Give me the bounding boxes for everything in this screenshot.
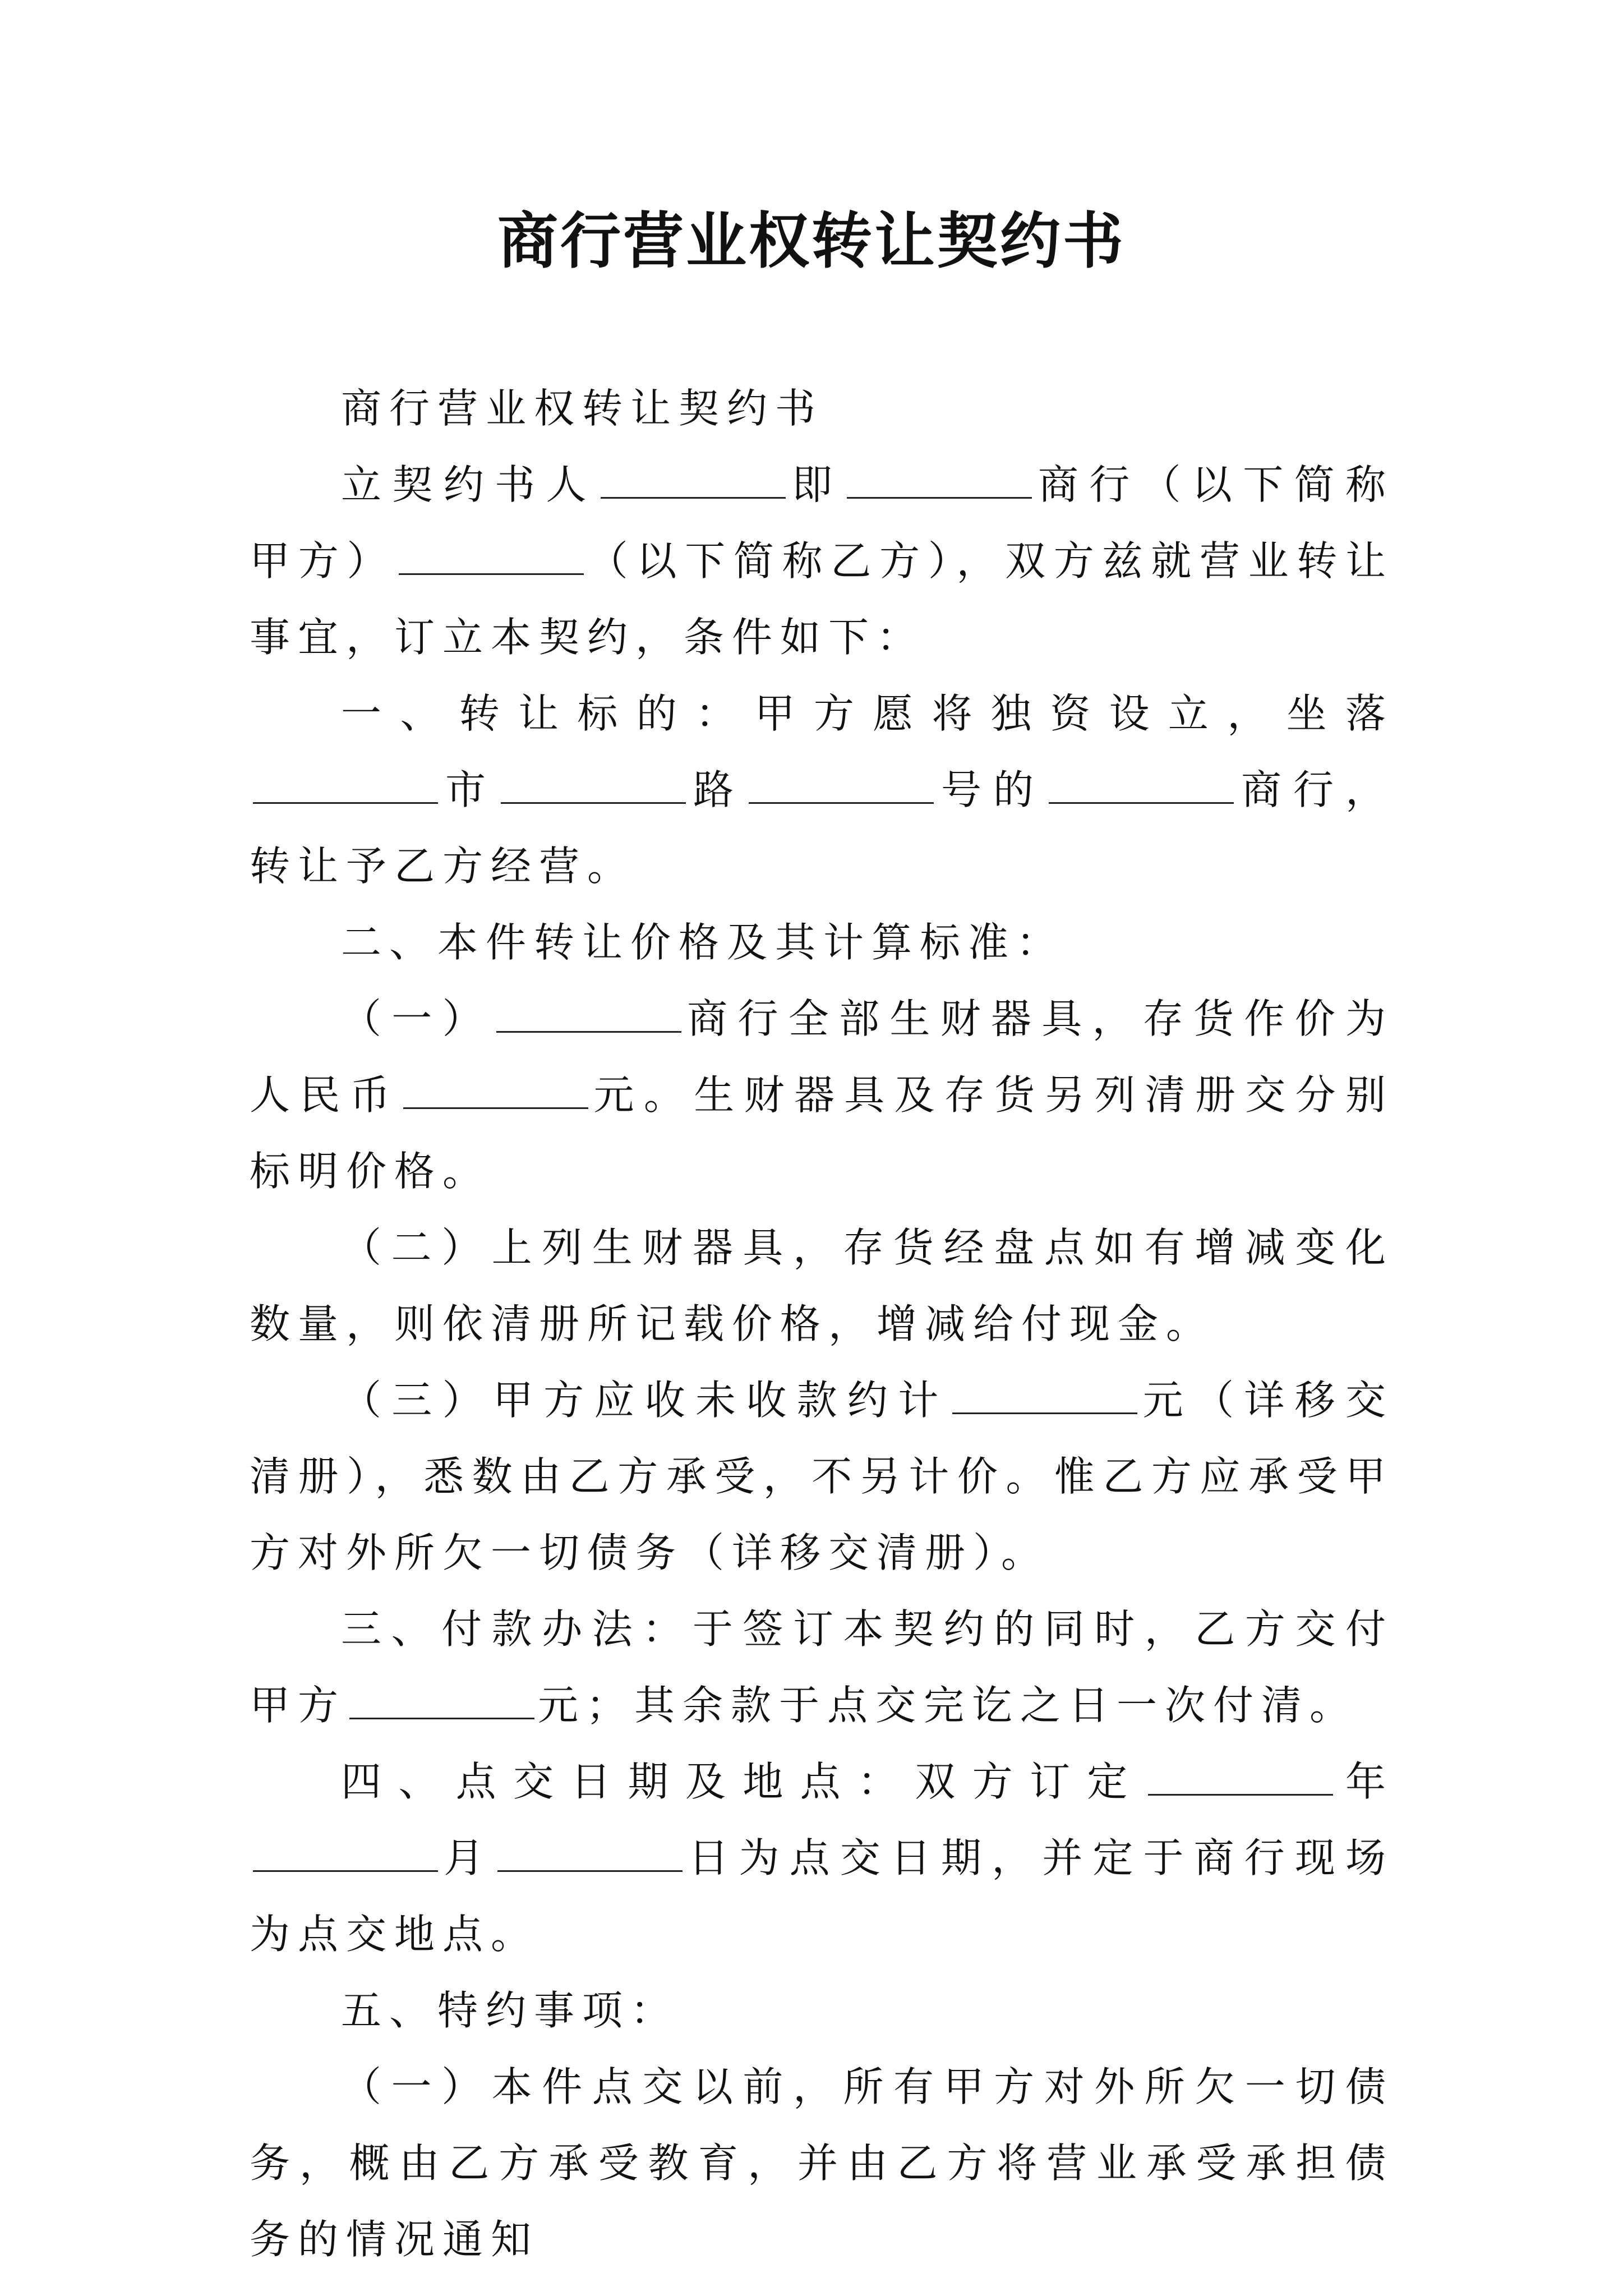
- text-segment: （三）甲方应收未收款约计: [341, 1377, 949, 1424]
- blank-line-day: [497, 1838, 683, 1872]
- paragraph-clause-2-2: [250, 1209, 1394, 1362]
- text-segment: 四、点交日期及地点：双方订定: [341, 1758, 1145, 1805]
- paragraph-clause-2-3: [250, 1362, 1394, 1591]
- text-segment: （以下简称乙方），双方兹就营业转让事宜，订立本契约，条件如下：: [250, 537, 1394, 661]
- blank-line-amount: [403, 1075, 588, 1109]
- blank-line-party-b-name: [399, 541, 584, 575]
- paragraph-clause-4: [250, 1743, 1394, 1972]
- text-segment: 日为点交日期，并定于商行现场为点交地点。: [250, 1834, 1394, 1958]
- text-segment: 商行营业权转让契约书: [341, 385, 824, 432]
- paragraph-clause-3: [250, 1591, 1394, 1743]
- text-segment: 二、本件转让价格及其计算标准：: [341, 919, 1065, 966]
- text-segment: 月: [441, 1834, 495, 1881]
- paragraph-parties: [250, 447, 1394, 675]
- document-body: [250, 370, 1394, 2277]
- text-segment: 即: [789, 461, 843, 508]
- text-segment: 三、付款办法：于签订本契约的同时，乙方交付甲方: [250, 1605, 1394, 1729]
- text-segment: 商行（以下简称甲方）: [250, 461, 1394, 585]
- text-segment: 一、转让标的：甲方愿将独资设立，坐落: [341, 690, 1394, 737]
- text-segment: 元。生财器具及存货另列清册交分别标明价格。: [250, 1071, 1394, 1195]
- blank-line-shop-name: [847, 464, 1032, 499]
- blank-line-number: [749, 770, 934, 804]
- text-segment: 商行，转让予乙方经营。: [250, 766, 1394, 890]
- blank-line-party-a-name: [601, 464, 786, 499]
- blank-line-year: [1148, 1761, 1333, 1796]
- text-segment: 年: [1336, 1758, 1394, 1805]
- blank-line-road: [501, 770, 686, 804]
- text-segment: （一）本件点交以前，所有甲方对外所欠一切债务，概由乙方承受教育，并由乙方将营业承受承担债务的情况通知: [250, 2063, 1394, 2263]
- text-segment: 号的: [937, 766, 1045, 813]
- text-segment: 市: [441, 766, 497, 813]
- text-segment: （一）: [341, 995, 493, 1042]
- blank-line-month: [253, 1838, 438, 1872]
- text-segment: 元（详移交清册），悉数由乙方承受，不另计价。惟乙方应承受甲方对外所欠一切债务（详移交清册）。: [250, 1377, 1394, 1576]
- text-segment: 五、特约事项：: [341, 1987, 679, 2034]
- paragraph-clause-5-1: [250, 2049, 1394, 2277]
- blank-line-shop: [1049, 770, 1234, 804]
- paragraph-clause-5: [250, 1972, 1394, 2049]
- blank-line-city: [253, 770, 438, 804]
- paragraph-clause-2: [250, 904, 1394, 981]
- text-segment: 元；其余款于点交完讫之日一次付清。: [538, 1682, 1358, 1729]
- text-segment: 路: [689, 766, 745, 813]
- blank-line-shop: [496, 999, 681, 1033]
- paragraph-clause-1: [250, 675, 1394, 904]
- text-segment: 立契约书人: [341, 461, 597, 508]
- text-segment: （二）上列生财器具，存货经盘点如有增减变化数量，则依清册所记载价格，增减给付现金。: [250, 1224, 1394, 1347]
- text-segment: 商行全部生财器具，存货作价为人民币: [250, 995, 1394, 1119]
- paragraph-clause-2-1: [250, 981, 1394, 1209]
- blank-line-amount: [349, 1685, 534, 1719]
- blank-line-amount: [952, 1380, 1137, 1414]
- document-title: 商行营业权转让契约书: [497, 206, 1126, 277]
- paragraph-heading: [250, 370, 1394, 447]
